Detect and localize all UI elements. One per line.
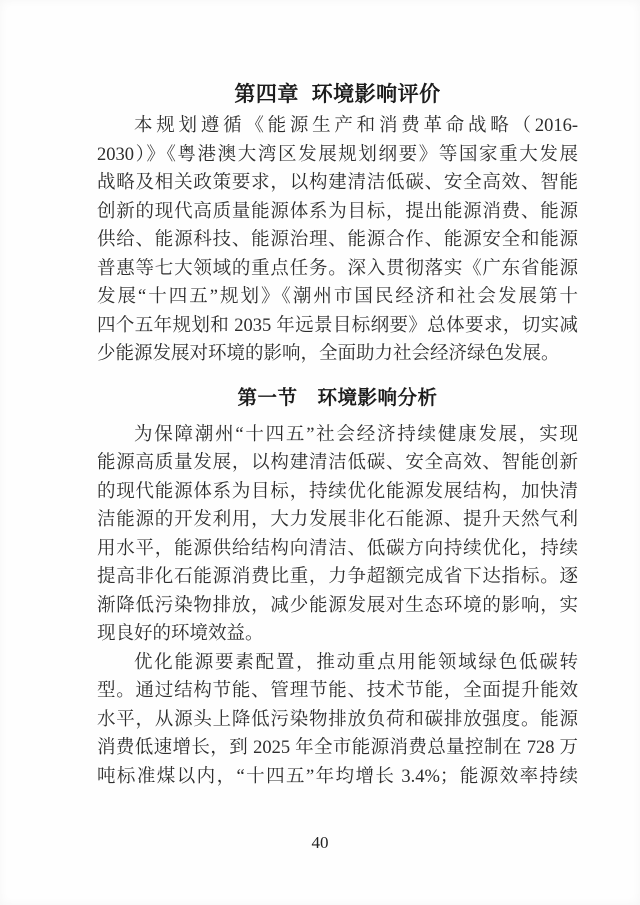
text-line: 少能源发展对环境的影响，全面助力社会经济绿色发展。 xyxy=(97,344,560,364)
text-line: 为保障潮州“十四五”社会经济持续健康发展，实现 xyxy=(134,424,578,445)
text-line: 的现代能源体系为目标，持续优化能源发展结构，加快清 xyxy=(97,481,578,502)
text-line: 用水平，能源供给结构向清洁、低碳方向持续优化，持续 xyxy=(97,538,578,559)
document-body xyxy=(97,112,578,791)
text-line: 提高非化石能源消费比重，力争超额完成省下达指标。逐 xyxy=(97,567,578,587)
text-line: 创新的现代高质量能源体系为目标，提出能源消费、能源 xyxy=(97,201,578,222)
section-title: 第一节 环境影响分析 xyxy=(237,386,438,409)
text-line: 优化能源要素配置，推动重点用能领域绿色低碳转 xyxy=(134,652,578,673)
text-line: 战略及相关政策要求，以构建清洁低碳、安全高效、智能 xyxy=(97,173,578,193)
chapter-title: 第四章 环境影响评价 xyxy=(234,83,441,106)
text-line: 发展“十四五”规划》《潮州市国民经济和社会发展第十 xyxy=(97,287,578,307)
text-line: 普惠等七大领域的重点任务。深入贯彻落实《广东省能源 xyxy=(97,258,578,279)
text-line: 型。通过结构节能、管理节能、技术节能，全面提升能效 xyxy=(97,681,578,701)
text-line: 四个五年规划和 2035 年远景目标纲要》总体要求，切实减 xyxy=(97,315,578,336)
text-line: 洁能源的开发利用，大力发展非化石能源、提升天然气利 xyxy=(97,510,578,530)
text-line: 现良好的环境效益。 xyxy=(97,624,264,644)
paragraph xyxy=(97,112,578,369)
text-line: 本规划遵循《能源生产和消费革命战略（2016- xyxy=(134,116,578,136)
page-number: 40 xyxy=(311,833,329,852)
text-line: 水平，从源头上降低污染物排放负荷和碳排放强度。能源 xyxy=(97,709,578,730)
text-line: 吨标准煤以内，“十四五”年均增长 3.4%；能源效率持续 xyxy=(97,766,578,787)
text-line: 能源高质量发展，以构建清洁低碳、安全高效、智能创新 xyxy=(97,453,578,473)
paragraph xyxy=(97,421,578,649)
text-line: 供给、能源科技、能源治理、能源合作、能源安全和能源 xyxy=(97,230,578,250)
text-line: 消费低速增长，到 2025 年全市能源消费总量控制在 728 万 xyxy=(97,738,578,758)
text-line: 渐降低污染物排放，减少能源发展对生态环境的影响，实 xyxy=(97,595,578,616)
text-line: 2030）》《粤港澳大湾区发展规划纲要》等国家重大发展 xyxy=(97,144,578,165)
paragraph xyxy=(97,649,578,792)
